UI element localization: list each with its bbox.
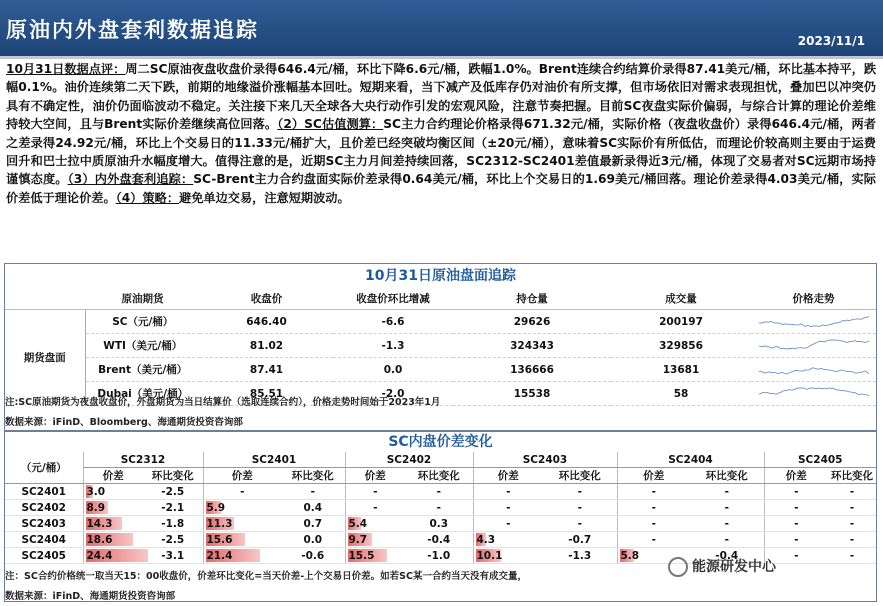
spread-value-cell <box>203 532 281 548</box>
spread-row-name: SC2401 <box>5 484 83 500</box>
spread-change: -3.1 <box>143 548 203 564</box>
spread-row-name: SC2402 <box>5 500 83 516</box>
crude-sparkline-cell <box>751 382 876 406</box>
crude-change: -1.3 <box>333 334 453 358</box>
spread-change: -1.3 <box>543 548 617 564</box>
spread-value: 3.0 <box>86 485 106 498</box>
crude-source: 数据来源：iFinD、Bloomberg、海通期货投资咨询部 <box>5 417 243 428</box>
commentary-text-4: 避免单边交易，注意短期波动。 <box>179 190 350 205</box>
crude-header-cell: 成交量 <box>611 288 751 310</box>
crude-close: 85.51 <box>200 382 333 406</box>
spread-change: - <box>690 484 764 500</box>
crude-row <box>5 310 876 334</box>
spread-value-cell <box>473 548 543 564</box>
spread-value: 10.1 <box>476 549 503 562</box>
crude-volume: 58 <box>611 382 751 406</box>
spread-value: 5.4 <box>348 517 368 530</box>
row-group-label: 期货盘面 <box>5 310 85 406</box>
price-trend-sparkline <box>759 338 869 354</box>
price-trend-sparkline <box>759 314 869 330</box>
spread-change: -0.7 <box>543 532 617 548</box>
crude-open-interest: 15538 <box>453 382 611 406</box>
spread-value-cell <box>83 500 143 516</box>
spread-change: - <box>543 484 617 500</box>
spread-change: - <box>281 484 345 500</box>
contract-header: SC2312 <box>83 452 203 468</box>
crude-name: SC（元/桶） <box>85 310 200 334</box>
spread-change: - <box>828 516 876 532</box>
contract-header: SC2402 <box>345 452 473 468</box>
spread-source: 数据来源：iFinD、海通期货投资咨询部 <box>5 591 176 602</box>
spread-subheader: 价差 <box>83 468 143 484</box>
spread-value: - <box>473 484 543 500</box>
spread-value-cell <box>345 548 405 564</box>
crude-name: Dubai（美元/桶） <box>85 382 200 406</box>
crude-sparkline-cell <box>751 358 876 382</box>
spread-change: -1.0 <box>405 548 473 564</box>
spread-value: - <box>764 516 828 532</box>
spread-value: 5.9 <box>206 501 226 514</box>
crude-name: Brent（美元/桶） <box>85 358 200 382</box>
crude-open-interest: 324343 <box>453 334 611 358</box>
spread-subheader: 价差 <box>764 468 828 484</box>
spread-subheader: 价差 <box>203 468 281 484</box>
spread-value: - <box>617 500 690 516</box>
crude-note: 注:SC原油期货为夜盘收盘价，外盘期货为当日结算价（选取连续合约），价格走势时间始于2023年1月 <box>5 397 441 408</box>
crude-section-title: 10月31日原油盘面追踪 <box>365 268 516 284</box>
change-subheader: 环比变化 <box>690 468 764 484</box>
sparkline-path <box>759 367 869 373</box>
crude-volume: 329856 <box>611 334 751 358</box>
spread-subheader: 价差 <box>345 468 405 484</box>
wechat-icon <box>668 557 688 577</box>
contract-header: SC2405 <box>764 452 876 468</box>
spread-value: 9.7 <box>348 533 368 546</box>
spread-value: 4.3 <box>476 533 496 546</box>
spread-value-cell <box>83 484 143 500</box>
spread-value: 14.3 <box>86 517 113 530</box>
spread-value: - <box>617 516 690 532</box>
spread-value: 15.6 <box>206 533 233 546</box>
spread-value: - <box>617 484 690 500</box>
spread-change: - <box>828 484 876 500</box>
report-date: 2023/11/1 <box>797 34 865 48</box>
crude-close: 81.02 <box>200 334 333 358</box>
price-trend-sparkline <box>759 386 869 402</box>
crude-open-interest: 136666 <box>453 358 611 382</box>
crude-row <box>5 358 876 382</box>
spread-row <box>5 500 876 516</box>
crude-close: 646.40 <box>200 310 333 334</box>
spread-value-cell <box>203 548 281 564</box>
spread-value-cell <box>473 532 543 548</box>
spread-change: 0.7 <box>281 516 345 532</box>
commentary-text <box>6 60 876 260</box>
spread-change: -0.6 <box>281 548 345 564</box>
spread-value: 5.8 <box>620 549 640 562</box>
spread-value-cell <box>345 532 405 548</box>
spread-value: - <box>764 548 828 564</box>
spread-change: 0.4 <box>281 500 345 516</box>
spread-change: -2.5 <box>143 532 203 548</box>
spread-value: - <box>473 516 543 532</box>
spread-value-cell <box>83 516 143 532</box>
spread-subheader: 价差 <box>617 468 690 484</box>
spread-change: - <box>690 532 764 548</box>
spread-change: 0.0 <box>281 532 345 548</box>
crude-header-blank <box>5 288 85 310</box>
crude-sparkline-cell <box>751 310 876 334</box>
spread-header-contracts <box>5 452 876 468</box>
spread-value: 8.9 <box>86 501 106 514</box>
spread-value: 24.4 <box>86 549 113 562</box>
spread-row-name: SC2405 <box>5 548 83 564</box>
spread-row <box>5 532 876 548</box>
page-title: 原油内外盘套利数据追踪 <box>6 18 259 42</box>
sparkline-path <box>759 316 869 326</box>
commentary-label-2: （2）SC估值测算： <box>277 117 384 132</box>
crude-header-row <box>5 288 876 310</box>
contract-header: SC2401 <box>203 452 345 468</box>
contract-header: SC2404 <box>617 452 764 468</box>
change-subheader: 环比变化 <box>405 468 473 484</box>
spread-value-cell <box>203 516 281 532</box>
spread-change: -0.4 <box>690 548 764 564</box>
crude-change: -2.0 <box>333 382 453 406</box>
spread-value: 11.3 <box>206 517 233 530</box>
spread-change: - <box>690 516 764 532</box>
spread-subheader: 价差 <box>473 468 543 484</box>
crude-header-cell: 持仓量 <box>453 288 611 310</box>
spread-change: 0.3 <box>405 516 473 532</box>
crude-volume: 13681 <box>611 358 751 382</box>
spread-value: - <box>345 500 405 516</box>
spread-change: -1.8 <box>143 516 203 532</box>
crude-name: WTI（美元/桶） <box>85 334 200 358</box>
spread-value: - <box>473 500 543 516</box>
crude-close: 87.41 <box>200 358 333 382</box>
spread-value: 15.5 <box>348 549 375 562</box>
crude-change: 0.0 <box>333 358 453 382</box>
crude-sparkline-cell <box>751 334 876 358</box>
sparkline-path <box>759 388 869 396</box>
spread-row-name: SC2403 <box>5 516 83 532</box>
commentary-text-3: SC-Brent主力合约盘面实际价差录得0.64美元/桶，环比上个交易日的1.69美元/桶回落。理论价差录得4.03美元/桶，实际价差低于理论价差。 <box>6 172 876 205</box>
spread-value-cell <box>83 548 143 564</box>
spread-value: - <box>203 484 281 500</box>
change-subheader: 环比变化 <box>543 468 617 484</box>
crude-header-cell: 收盘价环比增减 <box>333 288 453 310</box>
spread-section-title: SC内盘价差变化 <box>388 434 493 450</box>
spread-note: 注：SC合约价格统一取当天15：00收盘价，价差环比变化=当天价差-上个交易日价差。如若SC某一合约当天没有成交量， <box>5 571 527 582</box>
spread-change: - <box>543 500 617 516</box>
commentary-label-3: （3）内外盘套利追踪： <box>67 172 194 187</box>
spread-value-cell <box>203 500 281 516</box>
spread-change: - <box>828 532 876 548</box>
spread-value: - <box>764 484 828 500</box>
spread-value-cell <box>83 532 143 548</box>
spread-row <box>5 484 876 500</box>
spread-value: - <box>764 532 828 548</box>
commentary-text-2: SC主力合约理论价格录得671.32元/桶，实际价格（夜盘收盘价）录得646.4元/桶，两者之差录得24.92元/桶，环比上个交易日的11.33元/桶扩大，且价差已经突破均衡区间（±20元/桶），意味着SC实际价有所低估，而理论价较高则主要由于运费回升和巴士拉中质原油升水幅度增大。值得注意的是，近期SC主力月间差持续回落，SC2312-SC2401差值最新录得近3元/桶，体现了交易者对SC远期市场持谨慎态度。 <box>6 117 876 187</box>
watermark-text: 能源研发中心 <box>692 559 776 575</box>
spread-change: - <box>405 500 473 516</box>
sc-spread-table <box>5 452 876 564</box>
commentary-label-1: 10月31日数据点评： <box>6 62 126 76</box>
spread-change: - <box>828 500 876 516</box>
spread-change: - <box>405 484 473 500</box>
spread-unit-label: （元/桶） <box>5 452 83 484</box>
spread-change: - <box>828 548 876 564</box>
price-trend-sparkline <box>759 362 869 378</box>
watermark <box>668 556 776 577</box>
crude-futures-table <box>5 288 876 406</box>
spread-change: - <box>690 500 764 516</box>
page-header <box>0 0 883 59</box>
spread-value: 18.6 <box>86 533 113 546</box>
spread-value-cell <box>345 516 405 532</box>
crude-change: -6.6 <box>333 310 453 334</box>
spread-change: -0.4 <box>405 532 473 548</box>
spread-value: - <box>345 484 405 500</box>
crude-volume: 200197 <box>611 310 751 334</box>
sparkline-path <box>759 340 869 349</box>
change-subheader: 环比变化 <box>828 468 876 484</box>
spread-change: -2.5 <box>143 484 203 500</box>
crude-header-cell: 原油期货 <box>85 288 200 310</box>
commentary-text-1: 周二SC原油夜盘收盘价录得646.4元/桶，环比下降6.6元/桶，跌幅1.0%。Brent连续合约结算价录得87.41美元/桶，环比基本持平，跌幅0.1%。油价连续第二天下跌，前期的地缘溢价涨幅基本回吐。短期来看，当下减产及低库存仍对油价有所支撑，但市场依旧对需求表现担忧，叠加巴以冲突仍具有不确定性，油价仍面临波动不稳定。关注接下来几天全球各大央行动作引发的宏观风险，注意节奏把握。目前SC夜盘实际价偏弱，与综合计算的理论价差维持较大空间，且与Brent实际价差继续高位回落。 <box>6 62 876 132</box>
spread-row <box>5 516 876 532</box>
spread-change: - <box>543 516 617 532</box>
spread-value: - <box>617 532 690 548</box>
spread-change: -2.1 <box>143 500 203 516</box>
crude-header-cell: 收盘价 <box>200 288 333 310</box>
spread-row-name: SC2404 <box>5 532 83 548</box>
spread-value: 21.4 <box>206 549 233 562</box>
spread-value: - <box>764 500 828 516</box>
contract-header: SC2403 <box>473 452 617 468</box>
change-subheader: 环比变化 <box>143 468 203 484</box>
crude-header-cell: 价格走势 <box>751 288 876 310</box>
crude-open-interest: 29626 <box>453 310 611 334</box>
crude-row <box>5 334 876 358</box>
change-subheader: 环比变化 <box>281 468 345 484</box>
commentary-label-4: （4）策略： <box>115 190 180 205</box>
spread-header-sub <box>5 468 876 484</box>
